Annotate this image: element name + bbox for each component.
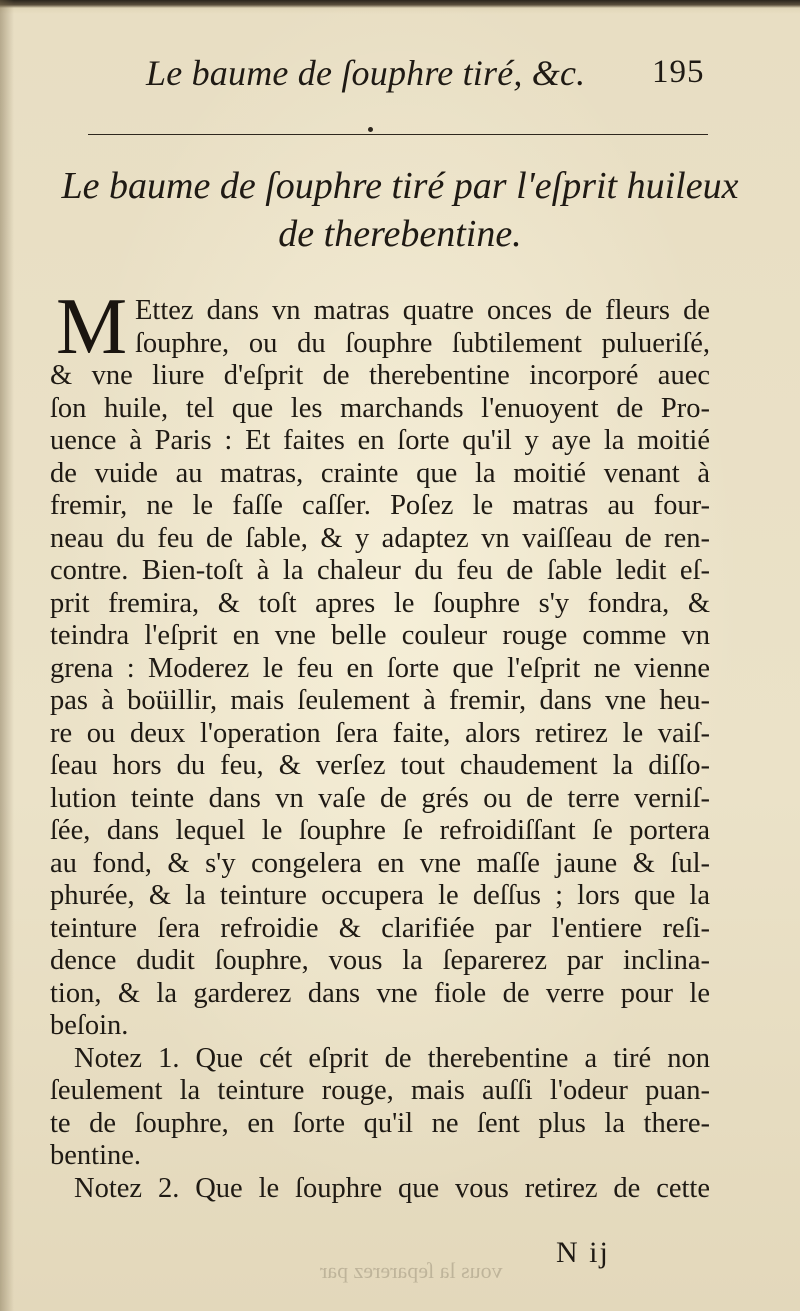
text-line: Ettez dans vn matras quatre onces de fleurs de [135,295,710,326]
header-rule-ornament [368,127,373,132]
text-line: grena : Moderez le feu en ſorte que l'eſprit ne vienne [50,652,710,684]
text-line: de vuide au matras, crainte que la moitié venant à [50,457,710,489]
header-rule [88,134,708,135]
text-line: contre. Bien-toſt à la chaleur du feu de ſable ledit eſ- [50,555,710,586]
drop-cap: M [56,283,128,371]
text-line: beſoin. [50,1010,129,1041]
body-text [50,295,710,1205]
text-line: dence dudit ſouphre, vous la ſeparerez par inclina- [50,945,710,976]
signature-mark: N ij [556,1236,610,1269]
text-line: bentine. [50,1140,142,1171]
heading-line-2: de therebentine. [278,213,522,255]
text-line: te de ſouphre, en ſorte qu'il ne ſent plus la there- [50,1107,710,1139]
show-through-text: vous la ſeparerez par [320,1258,503,1283]
text-line: au fond, & s'y congelera en vne maſſe jaune & ſul- [50,847,710,879]
text-line: ſouphre, ou du ſouphre ſubtilement pulueriſé, [135,327,710,359]
note-1-line: Notez 1. Que cét eſprit de therebentine a tiré non [74,1042,710,1074]
heading-line-1: Le baume de ſouphre tiré par l'eſprit huileux [61,165,739,207]
text-line: tion, & la garderez dans vne fiole de verre pour le [50,977,710,1009]
text-line: fremir, ne le faſſe caſſer. Poſez le matras au four- [50,490,710,521]
text-line: uence à Paris : Et faites en ſorte qu'il y aye la moitié [50,425,710,456]
text-line: pas à boüillir, mais ſeulement à fremir, dans vne heu- [50,685,710,716]
text-line: ſeau hors du feu, & verſez tout chaudement la diſſo- [50,750,710,781]
text-line: prit fremira, & toſt apres le ſouphre s'y fondra, & [50,587,710,619]
text-line: teindra l'eſprit en vne belle couleur rouge comme vn [50,620,710,651]
text-line: re ou deux l'operation ſera faite, alors retirez le vaiſ- [50,717,710,749]
text-line: lution teinte dans vn vaſe de grés ou de terre verniſ- [50,782,710,814]
text-line: ſeulement la teinture rouge, mais auſſi l'odeur puan- [50,1075,710,1106]
note-2-line: Notez 2. Que le ſouphre que vous retirez de cette [74,1172,710,1204]
chapter-heading [0,162,800,258]
page-top-edge [0,0,800,8]
text-line: ſée, dans lequel le ſouphre ſe refroidiſſant ſe portera [50,815,710,846]
running-head [0,52,800,98]
page-number: 195 [652,54,705,90]
text-line: phurée, & la teinture occupera le deſſus ; lors que la [50,880,710,911]
text-line: & vne liure d'eſprit de therebentine incorporé auec [50,360,710,391]
running-title: Le baume de ſouphre tiré, &c. [146,53,586,93]
text-line: teinture ſera refroidie & clarifiée par l'entiere reſi- [50,912,710,944]
text-line: neau du feu de ſable, & y adaptez vn vaiſſeau de ren- [50,522,710,554]
text-line: ſon huile, tel que les marchands l'enuoyent de Pro- [50,392,710,424]
